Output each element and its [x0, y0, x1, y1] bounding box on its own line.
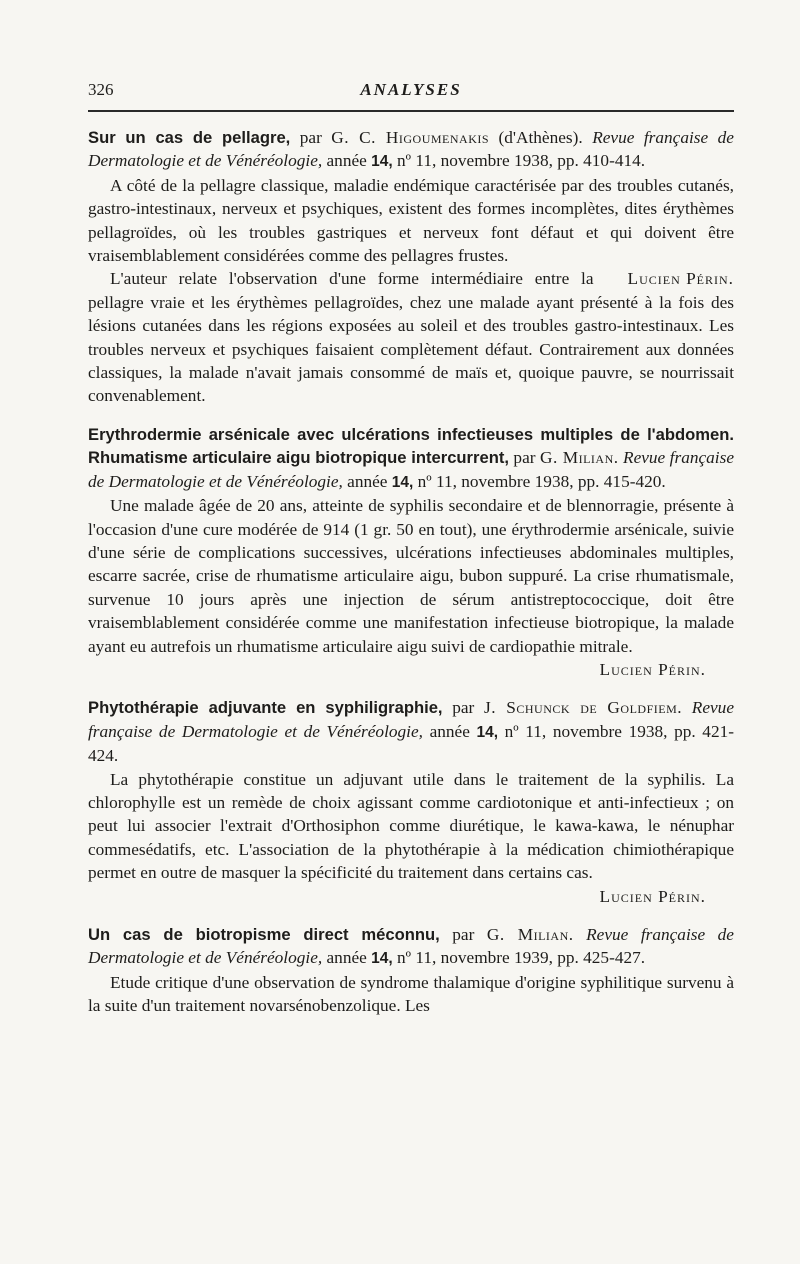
- author-name: J. Schunck de Goldfiem.: [484, 698, 683, 718]
- author-suffix: (d'Athènes).: [489, 128, 593, 147]
- journal-name: Revue française de Dermatologie et de Vénéréologie,: [88, 448, 734, 491]
- page-header: [88, 76, 734, 112]
- citation: [88, 923, 734, 971]
- abstract-paragraph: Etude critique d'une observation de syndrome thalamique d'origine syphilitique survenu à la suite d'un traitement novarsénobenzolique. Les: [88, 972, 734, 1016]
- abstract-text: L'auteur relate l'observation d'une forme intermédiaire entre la pellagre vraie et les érythèmes pellagroïdes, chez une malade ayant présenté à la fois des lésions cutanées dans les régions exposées au soleil et des troubles gastro-intestinaux. Les troubles nerveux et psychiques faisaient complètement défaut. Contrairement aux données classiques, la malade n'avait jamais consommé de maïs et, quoique pauvre, se nourrissait convenablement.: [88, 269, 734, 406]
- pre-volume: année: [342, 471, 392, 491]
- issue-details: nº 11, novembre 1938, pp. 415-420.: [413, 471, 666, 491]
- author-name: G. C. Higoumenakis: [331, 128, 490, 147]
- author-prefix: par: [290, 128, 332, 147]
- journal-name: Revue française de Dermatologie et de Vénéréologie,: [88, 925, 734, 968]
- author-prefix: par: [508, 448, 540, 468]
- abstract-paragraph: A côté de la pellagre classique, maladie endémique caractérisée par des troubles cutanés, gastro-intestinaux, nerveux et psychiques, existent des formes incomplètes, dites érythèmes pellagroïdes, où les troubles gastriques et nerveux font défaut et qui doivent être vraisemblablement considérées comme des pellagres frustes.: [88, 175, 734, 266]
- article-phytotherapie: [88, 696, 734, 908]
- citation: [88, 126, 734, 174]
- citation: [88, 696, 734, 767]
- abstract-paragraph: La phytothérapie constitue un adjuvant utile dans le traitement de la syphilis. La chlorophylle est un remède de choix agissant comme cardiotonique et anti-infectieux ; on peut lui associer l'extrait d'Orthosiphon comme diurétique, le kawa-kawa, le nénuphar commesédatifs, etc. L'association de la phytothérapie à la médication chimiothérapique permet en outre de masquer la spécificité du traitement dans certains cas.: [88, 769, 734, 883]
- abstract-paragraph: [88, 267, 734, 407]
- article-title: Un cas de biotropisme direct méconnu,: [88, 925, 440, 944]
- author-prefix: par: [442, 698, 485, 718]
- author-name: G. Milian.: [486, 925, 574, 944]
- page: [88, 76, 734, 1018]
- article-biotropisme: [88, 923, 734, 1018]
- article-erythrodermie: [88, 423, 734, 681]
- pre-volume: année: [422, 721, 477, 741]
- citation: [88, 423, 734, 494]
- signature: Lucien Périn.: [599, 659, 706, 679]
- article-pellagre: [88, 126, 734, 408]
- running-title: ANALYSES: [360, 80, 462, 99]
- article-title: Sur un cas de pellagre,: [88, 128, 291, 147]
- page-number: 326: [88, 80, 114, 99]
- author-suffix: [574, 925, 587, 944]
- abstract-paragraph: Une malade âgée de 20 ans, atteinte de syphilis secondaire et de blennorragie, présente à l'occasion d'une cure modérée de 914 (1 gr. 50 en tout), une érythrodermie arsénicale, suivie d'une série de complications successives, ulcérations infectieuses abdominales multiples, escarre sacrée, crise de rhumatisme articulaire aigu, bubon suppuré. La crise rhumatismale, survenue 10 jours après une injection de sérum antistreptococcique, doit être vraisemblablement considérée comme une manifestation infectieuse biotropique, la malade ayant eu autrefois un rhumatisme articulaire aigu suivi de cardiopathie mitrale.: [88, 496, 734, 656]
- signature: Lucien Périn.: [599, 886, 706, 906]
- issue-details: nº 11, novembre 1938, pp. 410-414.: [392, 151, 646, 171]
- volume: 14,: [371, 153, 393, 171]
- article-title: Phytothérapie adjuvante en syphiligraphie,: [88, 698, 443, 718]
- author-name: G. Milian.: [539, 448, 619, 468]
- pre-volume: année: [322, 948, 372, 968]
- issue-details: nº 11, novembre 1939, pp. 425-427.: [392, 948, 646, 968]
- pre-volume: année: [322, 151, 372, 171]
- volume: 14,: [476, 723, 499, 741]
- author-prefix: par: [439, 925, 487, 944]
- issue-details: nº 11, novembre 1938, pp. 421-424.: [88, 721, 734, 766]
- journal-name: Revue française de Dermatologie et de Vénéréologie,: [88, 128, 734, 171]
- signature: Lucien Périn.: [627, 269, 734, 289]
- volume: 14,: [391, 473, 414, 491]
- article-title: Erythrodermie arsénicale avec ulcérations infectieuses multiples de l'abdomen. Rhumatisme articulaire aigu biotropique intercurrent,: [88, 424, 734, 468]
- volume: 14,: [371, 950, 393, 968]
- author-suffix: [682, 698, 692, 717]
- journal-name: Revue française de Dermatologie et de Vénéréologie,: [88, 698, 734, 741]
